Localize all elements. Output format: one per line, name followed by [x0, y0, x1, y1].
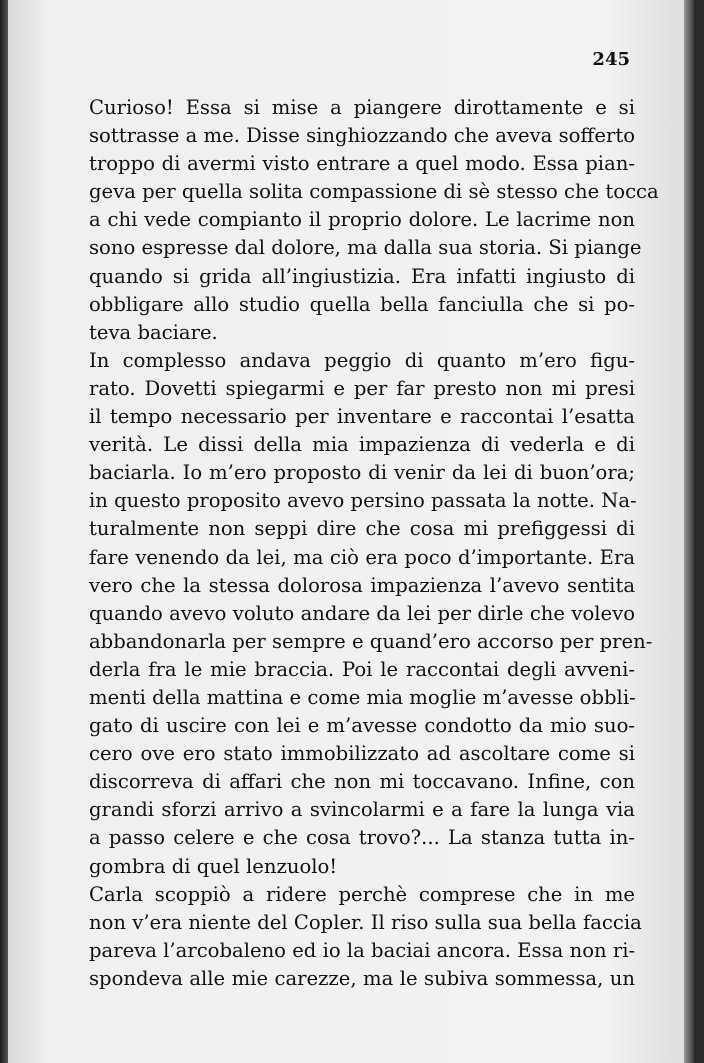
text-line: pareva l’arcobaleno ed io la baciai ancora. Essa non ri- [89, 938, 636, 962]
text-line: In complesso andava peggio di quanto m’ero figu- [89, 348, 635, 372]
text-line: geva per quella solita compassione di sè stesso che tocca [89, 180, 659, 204]
page-edge-shadow [684, 0, 694, 1063]
paragraph [45, 347, 653, 881]
text-line: gato di uscire con lei e m’avesse condotto da mio suo- [89, 714, 635, 738]
text-line: Curioso! Essa si mise a piangere dirottamente e si [89, 96, 635, 119]
page-number: 245 [592, 49, 630, 70]
text-line: vero che la stessa dolorosa impazienza l’avevo sentita [89, 573, 635, 597]
text-line: menti della mattina e come mia moglie m’avesse obbli- [89, 685, 636, 709]
body-text [45, 94, 659, 993]
text-line: non v’era niente del Copler. Il riso sulla sua bella faccia [89, 910, 642, 934]
text-line: abbandonarla per sempre e quand’ero accorso per pren- [89, 629, 653, 653]
book-gutter-shadow [0, 0, 8, 1063]
text-line: turalmente non seppi dire che cosa mi prefiggessi di [89, 517, 635, 541]
text-line: gombra di quel lenzuolo! [89, 854, 338, 878]
text-line: quando si grida all’ingiustizia. Era infatti ingiusto di [89, 264, 635, 288]
text-line: verità. Le dissi della mia impazienza di vederla e di [89, 433, 635, 457]
text-line: spondeva alle mie carezze, ma le subiva sommessa, un [89, 966, 635, 990]
text-line: teva baciare. [89, 320, 218, 344]
text-line: a passo celere e che cosa trovo?... La stanza tutta in- [89, 826, 635, 850]
text-line: Carla scoppiò a ridere perchè comprese che in me [89, 882, 635, 906]
text-line: rato. Dovetti spiegarmi e per far presto non mi presi [89, 376, 635, 400]
text-line: baciarla. Io m’ero proposto di venir da lei di buon’ora; [89, 461, 635, 485]
text-line: quando avevo voluto andare da lei per dirle che volevo [89, 601, 635, 625]
text-line: fare venendo da lei, ma ciò era poco d’importante. Era [89, 545, 635, 569]
text-line: grandi sforzi arrivo a svincolarmi e a fare la lunga via [89, 798, 635, 822]
book-page [8, 0, 694, 1063]
text-line: troppo di avermi visto entrare a quel modo. Essa pian- [89, 152, 635, 176]
text-line: a chi vede compianto il proprio dolore. Le lacrime non [89, 208, 635, 232]
text-line: derla fra le mie braccia. Poi le raccontai degli avveni- [89, 657, 635, 681]
text-line: sottrasse a me. Disse singhiozzando che aveva sofferto [89, 124, 635, 148]
text-line: discorreva di affari che non mi toccavano. Infine, con [89, 770, 635, 794]
paragraph [45, 881, 642, 993]
text-line: in questo proposito avevo persino passata la notte. Na- [89, 489, 637, 513]
paragraph [45, 94, 659, 347]
text-line: obbligare allo studio quella bella fanciulla che si po- [89, 292, 635, 316]
text-line: sono espresse dal dolore, ma dalla sua storia. Si piange [89, 236, 642, 260]
text-line: cero ove ero stato immobilizzato ad ascoltare come si [89, 742, 635, 766]
text-line: il tempo necessario per inventare e raccontai l’esatta [89, 405, 635, 429]
